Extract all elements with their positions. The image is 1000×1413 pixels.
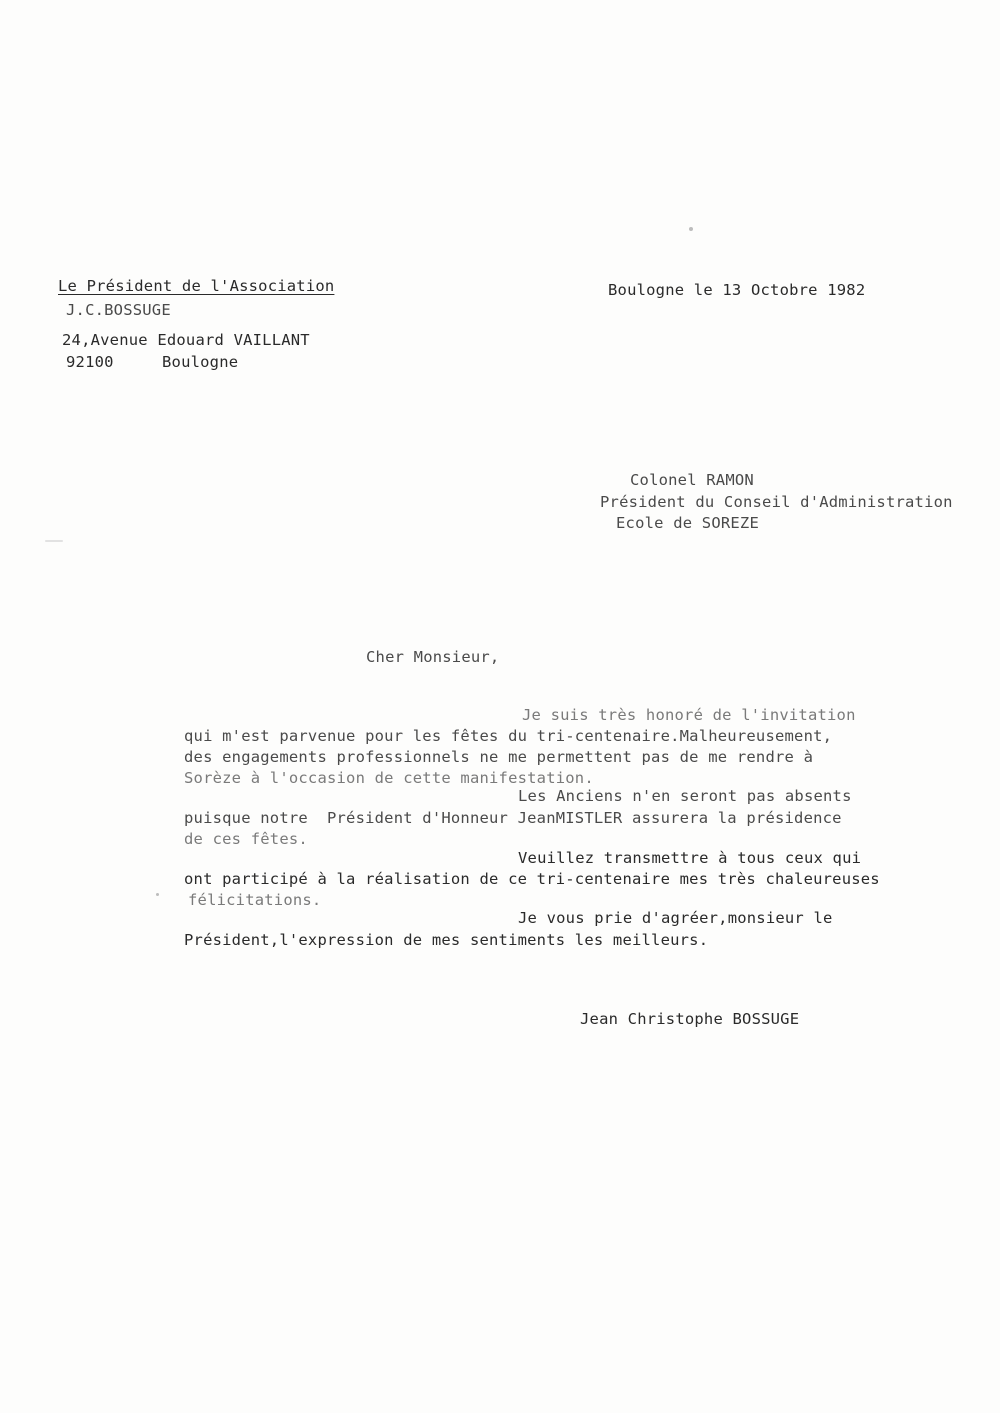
sender-postal-code: 92100 xyxy=(66,353,114,371)
recipient-role: Président du Conseil d'Administration xyxy=(600,493,953,511)
body-line: puisque notre Président d'Honneur JeanMISTLER assurera la présidence xyxy=(184,809,842,827)
body-line: Sorèze à l'occasion de cette manifestation. xyxy=(184,769,594,787)
body-line: Je vous prie d'agréer,monsieur le xyxy=(518,909,833,927)
body-line: Les Anciens n'en seront pas absents xyxy=(518,787,852,805)
recipient-org: Ecole de SOREZE xyxy=(616,514,759,532)
body-line: ont participé à la réalisation de ce tri-centenaire mes très chaleureuses xyxy=(184,870,880,888)
body-line: félicitations. xyxy=(188,891,322,909)
body-line: qui m'est parvenue pour les fêtes du tri-centenaire.Malheureusement, xyxy=(184,727,833,745)
sender-city: Boulogne xyxy=(162,353,239,371)
sender-address: 24,Avenue Edouard VAILLANT xyxy=(62,331,310,349)
body-line: Je suis très honoré de l'invitation xyxy=(522,706,856,724)
body-line: Président,l'expression de mes sentiments les meilleurs. xyxy=(184,931,709,949)
body-line: de ces fêtes. xyxy=(184,830,308,848)
sender-name: J.C.BOSSUGE xyxy=(66,301,171,319)
recipient-name: Colonel RAMON xyxy=(630,471,754,489)
body-line: des engagements professionnels ne me permettent pas de me rendre à xyxy=(184,748,814,766)
scan-speck xyxy=(689,227,693,231)
salutation: Cher Monsieur, xyxy=(366,648,500,666)
date-line: Boulogne le 13 Octobre 1982 xyxy=(608,281,866,299)
scan-speck xyxy=(156,893,159,896)
scan-speck xyxy=(45,540,63,542)
signature: Jean Christophe BOSSUGE xyxy=(580,1010,800,1028)
body-line: Veuillez transmettre à tous ceux qui xyxy=(518,849,862,867)
sender-title: Le Président de l'Association xyxy=(58,277,335,295)
